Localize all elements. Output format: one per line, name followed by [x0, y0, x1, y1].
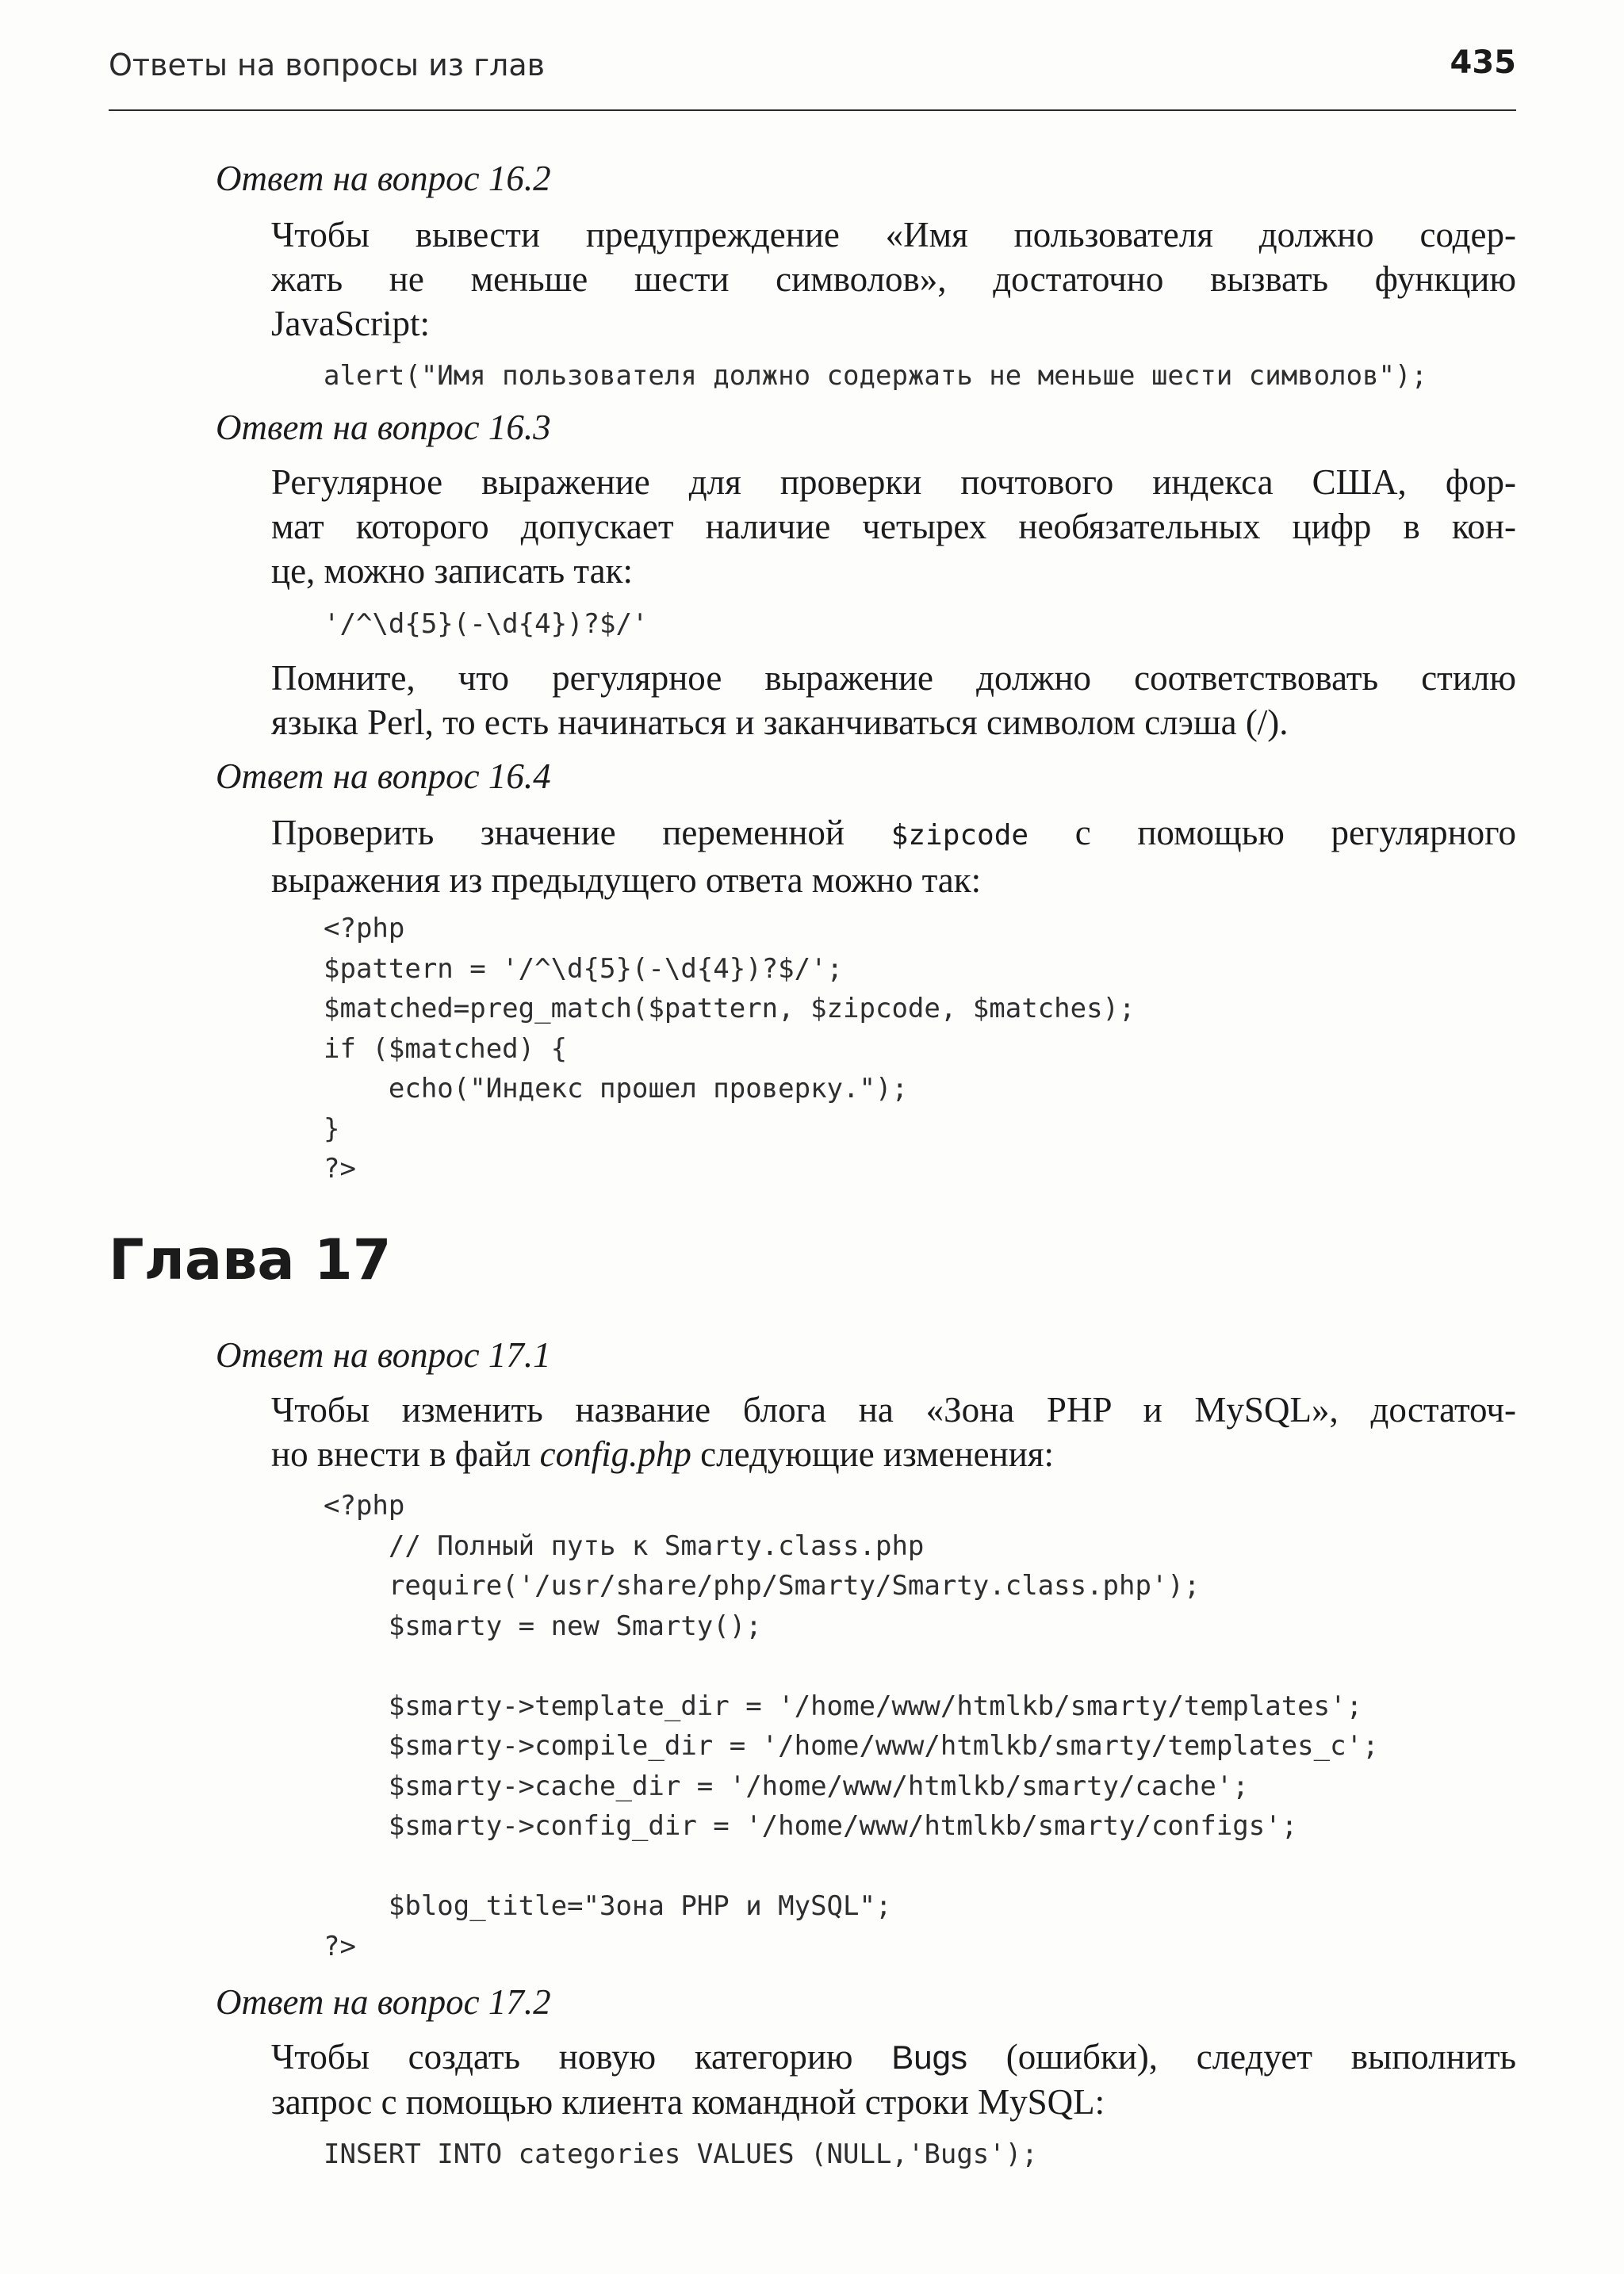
text-line: запрос с помощью клиента командной строки MySQL: [271, 2082, 1105, 2122]
text-line: Чтобы изменить название блога на «Зона PHP и MySQL», достаточ- [271, 1390, 1516, 1430]
text-fragment: Чтобы создать новую категорию [271, 2037, 853, 2077]
text-line: Чтобы вывести предупреждение «Имя пользователя должно содер- [271, 215, 1516, 255]
code-block-16-3: '/^\d{5}(-\d{4})?$/' [324, 608, 649, 640]
code-block-16-4: <?php $pattern = '/^\d{5}(-\d{4})?$/'; $matched=preg_match($pattern, $zipcode, $matches); if ($matched) { echo("Индекс прошел проверку."); } ?> [324, 913, 1136, 1185]
answer-text-16-2 [271, 212, 1516, 346]
answer-heading-16-2: Ответ на вопрос 16.2 [216, 159, 551, 198]
text-line: языка Perl, то есть начинаться и заканчиваться символом слэша (/). [271, 702, 1289, 742]
answer-text-17-1 [271, 1388, 1516, 1476]
text-line [271, 2035, 1516, 2080]
answer-text-17-2 [271, 2035, 1516, 2124]
page-number: 435 [1450, 44, 1516, 81]
answer-text-16-4 [271, 810, 1516, 902]
answer-heading-16-4: Ответ на вопрос 16.4 [216, 756, 551, 796]
code-block-16-2: alert("Имя пользователя должно содержать не меньше шести символов"); [324, 360, 1427, 392]
text-line [271, 1432, 1516, 1476]
code-block-17-2: INSERT INTO categories VALUES (NULL,'Bugs'); [324, 2138, 1038, 2170]
answer-heading-16-3: Ответ на вопрос 16.3 [216, 408, 551, 447]
text-line [271, 810, 1516, 858]
text-line: JavaScript: [271, 304, 430, 343]
text-line: це, можно записать так: [271, 551, 633, 591]
answer-heading-17-2: Ответ на вопрос 17.2 [216, 1982, 551, 2022]
text-fragment: Проверить значение переменной [271, 813, 845, 852]
answer-text-16-3 [271, 460, 1516, 593]
text-line: выражения из предыдущего ответа можно так: [271, 860, 982, 900]
answer-heading-17-1: Ответ на вопрос 17.1 [216, 1335, 551, 1375]
file-name: config.php [539, 1434, 691, 1474]
text-fragment: с помощью регулярного [1074, 813, 1517, 852]
running-title: Ответы на вопросы из глав [109, 48, 545, 82]
text-fragment: следующие изменения: [700, 1434, 1055, 1474]
category-name: Bugs [891, 2039, 967, 2076]
page-header [109, 43, 1516, 111]
text-line: жать не меньше шести символов», достаточно вызвать функцию [271, 259, 1516, 299]
code-block-17-1: <?php // Полный путь к Smarty.class.php require('/usr/share/php/Smarty/Smarty.class.php'); $smarty = new Smarty(); $smarty->template_dir = '/home/www/htmlkb/smarty/templates'; $smarty->compile_dir = '/home/www/htmlkb/smarty/templates_c'; $smarty->cache_dir = '/home/www/htmlkb/smarty/cache'; $smarty->config_dir = '/home/www/htmlkb/smarty/configs'; $blog_title="Зона PHP и MySQL"; ?> [324, 1490, 1379, 1962]
text-fragment: но внести в файл [271, 1434, 531, 1474]
inline-code-var: $zipcode [891, 819, 1029, 852]
text-fragment: (ошибки), следует выполнить [1005, 2037, 1517, 2077]
text-line: Помните, что регулярное выражение должно соответствовать стилю [271, 658, 1516, 698]
answer-note-16-3 [271, 656, 1516, 745]
text-line: мат которого допускает наличие четырех необязательных цифр в кон- [271, 507, 1516, 546]
text-line: Регулярное выражение для проверки почтового индекса США, фор- [271, 462, 1516, 502]
chapter-title: Глава 17 [109, 1227, 392, 1292]
